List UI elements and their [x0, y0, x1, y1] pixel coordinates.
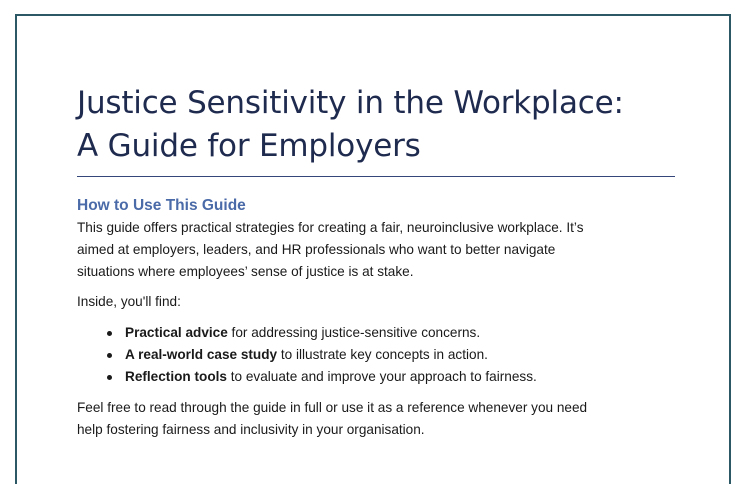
title-line-1: Justice Sensitivity in the Workplace:: [77, 85, 624, 121]
list-item-text: to evaluate and improve your approach to fairness.: [226, 369, 537, 384]
list-item-bold: Reflection tools: [125, 369, 227, 384]
inside-paragraph: Inside, you'll find:: [77, 294, 181, 309]
page-title: [77, 82, 675, 168]
closing-line-1: Feel free to read through the guide in full or use it as a reference whenever you need: [77, 400, 588, 415]
closing-paragraph: [77, 397, 675, 441]
list-item-text: to illustrate key concepts in action.: [277, 347, 488, 362]
list-item: [125, 322, 675, 344]
intro-line-2: aimed at employers, leaders, and HR professionals who want to better navigate: [77, 242, 556, 257]
list-item-bold: A real-world case study: [125, 347, 278, 362]
intro-line-3: situations where employees’ sense of justice is at stake.: [77, 264, 414, 279]
closing-line-2: help fostering fairness and inclusivity in your organisation.: [77, 422, 425, 437]
bullet-icon: [107, 353, 112, 358]
list-item: [125, 344, 675, 366]
title-divider: [77, 176, 675, 177]
bullet-icon: [107, 375, 112, 380]
document-page: [15, 14, 731, 484]
document-content: [77, 82, 675, 441]
intro-paragraph: [77, 217, 675, 283]
bullet-icon: [107, 331, 112, 336]
list-item-text: for addressing justice-sensitive concerns.: [227, 325, 481, 340]
list-item: [125, 366, 675, 388]
list-item-bold: Practical advice: [125, 325, 228, 340]
section-heading: How to Use This Guide: [77, 197, 246, 214]
intro-line-1: This guide offers practical strategies for creating a fair, neuroinclusive workplace. It’s: [77, 220, 584, 235]
feature-list: [77, 322, 675, 388]
title-line-2: A Guide for Employers: [77, 128, 421, 164]
